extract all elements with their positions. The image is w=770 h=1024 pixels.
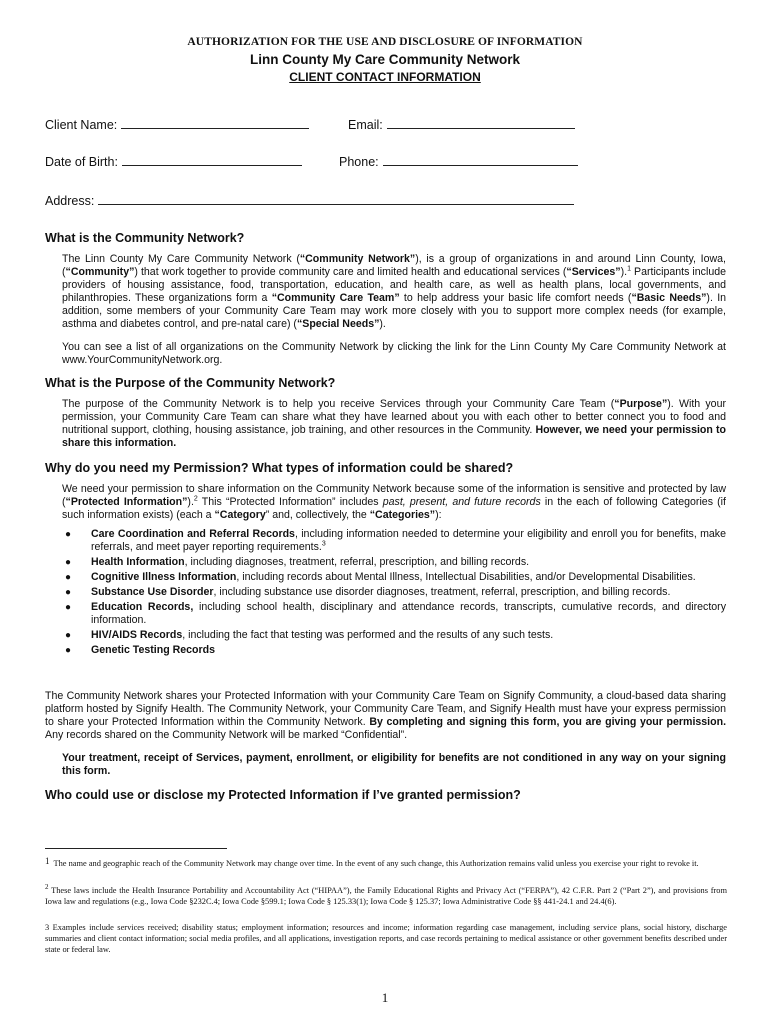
network-title: Linn County My Care Community Network (249, 52, 521, 67)
list-item: ● Genetic Testing Records (65, 644, 216, 656)
bullet-icon: ● (65, 572, 72, 583)
categories-list (62, 528, 726, 659)
list-item: ● Substance Use Disorder, including substance use disorder diagnoses, treatment, referral, prescription, and billing records. (65, 586, 671, 598)
client-name-input[interactable] (121, 117, 309, 129)
email-input[interactable] (387, 117, 575, 129)
community-network-paragraph: The Linn County My Care Community Network (“Community Network”), is a group of organizations in and around Linn County, Iowa, (“Community”) that work together to provide community care and limited health and educational services (“Services”).$^1$ Participants include providers of housing assistance, food, transportation, education, and health care, as well as health plans, local governments, and philanthropies. These organizations form a “Community Care Team” to help address your basic life comfort needs (“Basic Needs”). In addition, some members of your Community Care Team may work more closely with you to support more complex needs (for example, asthma and diabetes control, and pre-natal care) (“Special Needs”). (62, 253, 727, 330)
dob-label: Date of Birth: (45, 155, 118, 169)
heading-purpose: What is the Purpose of the Community Network? (45, 376, 336, 390)
email-label: Email: (348, 118, 383, 132)
permission-paragraph: We need your permission to share information on the Community Network because some of the information is sensitive and protected by law (“Protected Information”).$^2$ This “Protected Information” includes past, present, and future records in the each of following Categories (if such information exists) (each a “Category” and, collectively, the “Categories”): (62, 483, 726, 521)
bullet-icon: ● (65, 587, 72, 598)
bullet-icon: ● (65, 630, 72, 641)
non-conditioning-notice: Your treatment, receipt of Services, payment, enrollment, or eligibility for benefits are not conditioned in any way on your signing this form. (62, 752, 726, 777)
bullet-icon: ● (65, 645, 72, 656)
list-item: ● HIV/AIDS Records, including the fact that testing was performed and the results of any such tests. (65, 629, 554, 641)
footnote-divider (45, 848, 227, 849)
form-title: AUTHORIZATION FOR THE USE AND DISCLOSURE OF INFORMATION (187, 36, 583, 48)
list-item: ● Care Coordination and Referral Records, including information needed to determine your eligibility and enroll you for benefits, make referrals, and meet payer reporting requirements.$^3$ (65, 528, 726, 553)
bullet-icon: ● (65, 529, 72, 540)
list-item: ● Education Records, including school health, disciplinary and attendance records, transcripts, cumulative records, and directory information. (65, 601, 726, 626)
signify-paragraph: The Community Network shares your Protected Information with your Community Care Team on Signify Community, a cloud-based data sharing platform hosted by Signify Health. The Community Network, your Community Care Team, and Signify Health must have your express permission to share your Protected Information within the Community Network. By completing and signing this form, you are giving your permission. Any records shared on the Community Network will be marked “Confidential”. (45, 690, 727, 741)
footnote-1: 1 The name and geographic reach of the Community Network may change over time. In the event of any such change, this Authorization remains valid unless you exercise your right to revoke it. (45, 856, 699, 868)
heading-permission: Why do you need my Permission? What types of information could be shared? (45, 461, 514, 475)
footnote-3: 3 Examples include services received; disability status; employment information; resources and income; information regarding case management, including service plans, social history, discharge summaries and client contact information; social media profiles, and all applications, investigation reports, and case records pertaining to medical assistance or other government benefits described under state or federal law. (45, 923, 727, 954)
phone-input[interactable] (383, 154, 578, 166)
bullet-icon: ● (65, 602, 72, 613)
address-label: Address: (45, 194, 95, 208)
heading-community-network: What is the Community Network? (45, 231, 245, 245)
phone-label: Phone: (339, 155, 379, 169)
section-title: CLIENT CONTACT INFORMATION (289, 70, 481, 84)
email-field[interactable] (348, 117, 575, 132)
organization-list-paragraph: You can see a list of all organizations on the Community Network by clicking the link for the Linn County My Care Community Network at www.YourCommunityNetwork.org. (62, 341, 726, 366)
client-name-label: Client Name: (45, 118, 118, 132)
dob-field[interactable] (45, 154, 302, 169)
list-item: ● Cognitive Illness Information, including records about Mental Illness, Intellectual Disabilities, and/or Developmental Disabilities. (65, 571, 696, 583)
bullet-icon: ● (65, 557, 72, 568)
address-field[interactable] (45, 193, 574, 208)
phone-field[interactable] (339, 154, 578, 169)
list-item: ● Health Information, including diagnoses, treatment, referral, prescription, and billing records. (65, 556, 530, 568)
dob-input[interactable] (122, 154, 302, 166)
address-input[interactable] (98, 193, 574, 205)
heading-who-could-use: Who could use or disclose my Protected Information if I’ve granted permission? (45, 788, 521, 802)
footnote-2: $^2$ These laws include the Health Insurance Portability and Accountability Act (“HIPAA”), the Family Educational Rights and Privacy Act (“FERPA”), 42 C.F.R. Part 2 (“Part 2”), and provisions from Iowa law and regulations (e.g., Iowa Code §232C.4; Iowa Code §599.1; Iowa Code § 125.33(1); Iowa Code § 125.37; Iowa Administrative Code §§ 441-24.1 and 24.4(6). (45, 883, 727, 906)
page-number: 1 (381, 990, 389, 1005)
client-name-field[interactable] (45, 117, 309, 132)
purpose-paragraph: The purpose of the Community Network is to help you receive Services through your Community Care Team (“Purpose”). With your permission, your Community Care Team can share what they have learned about you with each other to better connect you to food and nutritional support, clothing, housing assistance, job training, and other resources in the Community. However, we need your permission to share this information. (62, 398, 726, 449)
